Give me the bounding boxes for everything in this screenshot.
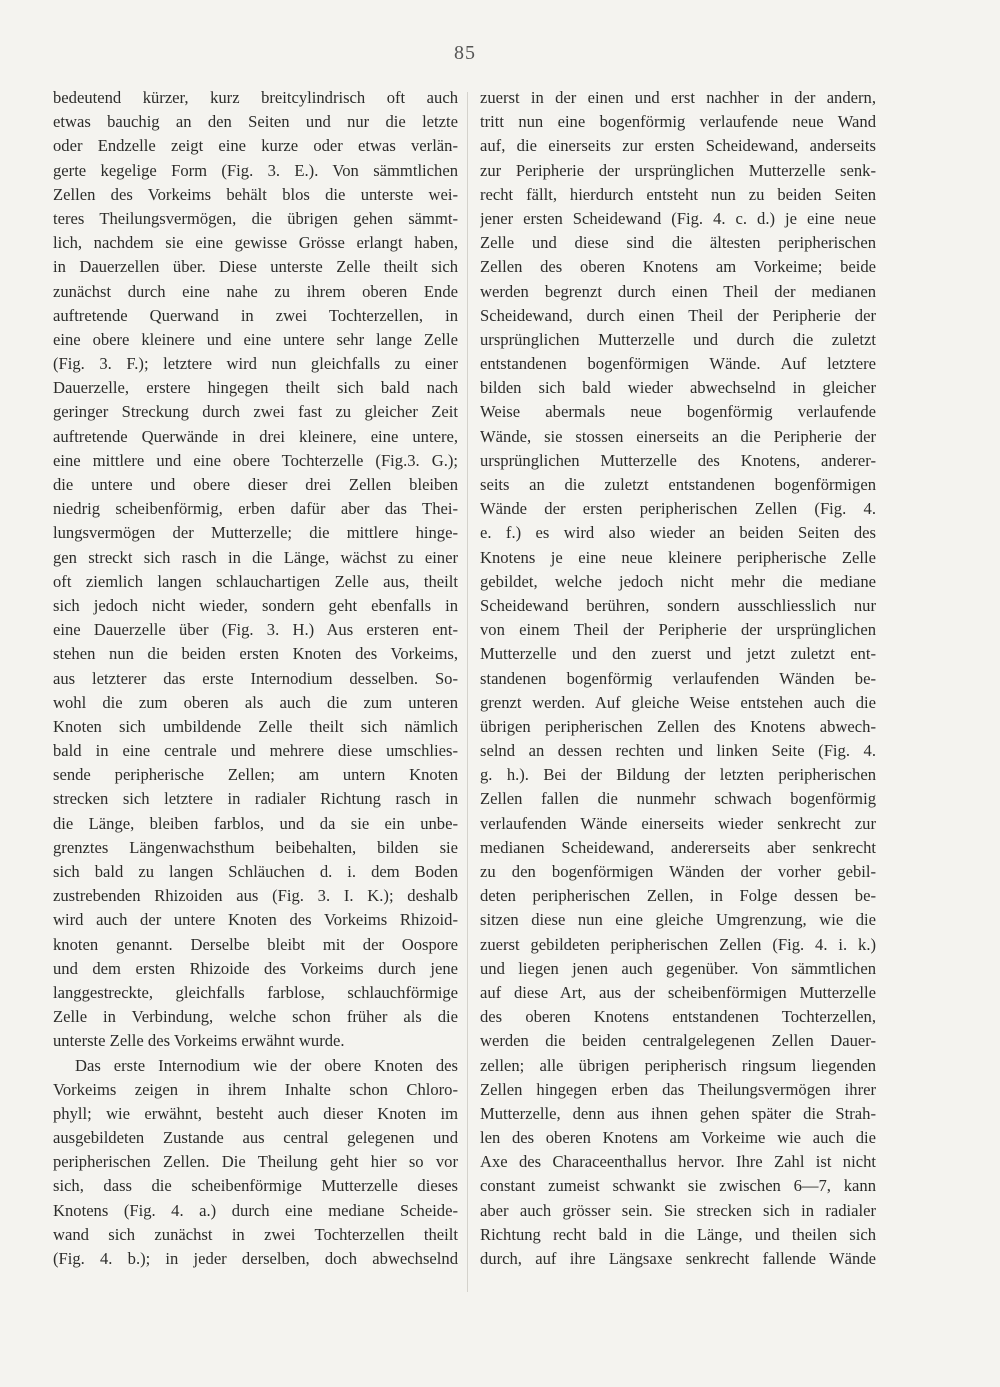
text-line: seits an die zuletzt entstandenen bogenförmigen [480,475,876,494]
text-line: constant zumeist schwankt sie zwischen 6—7, kann [480,1176,876,1196]
text-line: werden begrenzt durch einen Theil der medianen [480,281,876,301]
text-line: Wände, sie stossen einerseits an die Peripherie der [480,426,876,446]
text-line: len des oberen Knotens am Vorkeime wie auch die [480,1128,876,1148]
text-line: auf diese Art, aus der scheibenförmigen Mutterzelle [480,982,876,1002]
text-line: bilden sich bald wieder abwechselnd in gleicher [480,378,876,398]
text-line: Zelle in Verbindung, welche schon früher als die [53,1007,458,1027]
text-line: die untere und obere dieser drei Zellen bleiben [53,475,458,494]
text-line: Vorkeims zeigen in ihrem Inhalte schon Chloro- [53,1079,458,1099]
text-line: lungsvermögen der Mutterzelle; die mittlere hinge- [53,523,458,543]
text-line: sich, dass die scheibenförmige Mutterzelle dieses [53,1176,458,1196]
text-line: Dauerzelle, erstere hingegen theilt sich bald nach [53,378,458,398]
text-line: (Fig. 4. b.); in jeder derselben, doch abwechselnd [53,1249,458,1268]
text-line: Wände der ersten peripherischen Zellen (Fig. 4. [480,499,876,519]
text-line: peripherischen Zellen. Die Theilung geht hier so vor [53,1152,458,1172]
text-line: selnd an dessen rechten und linken Seite (Fig. 4. [480,741,876,761]
text-line: zuerst gebildeten peripherischen Zellen (Fig. 4. i. k.) [480,934,876,954]
text-line: Mutterzelle, denn aus ihnen gehen später die Strah- [480,1103,876,1123]
text-line: eine obere kleinere und eine untere sehr lange Zelle [53,329,458,349]
text-line: Axe des Characeenthallus hervor. Ihre Zahl ist nicht [480,1152,876,1172]
text-line: und dem ersten Rhizoide des Vorkeims durch jene [53,958,458,978]
text-line: auf, die einerseits zur ersten Scheidewand, anderseits [480,136,876,156]
text-line: übrigen peripherischen Zellen des Knotens abwech- [480,716,876,736]
text-line: jener ersten Scheidewand (Fig. 4. c. d.) je eine neue [480,208,876,228]
left-column [53,86,458,1271]
text-line: wand sich zunächst in zwei Tochterzellen theilt [53,1224,458,1244]
text-line: wird auch der untere Knoten des Vorkeims Rhizoid- [53,910,458,930]
text-line: phyll; wie erwähnt, besteht auch dieser Knoten im [53,1103,458,1123]
text-line: in Dauerzellen über. Diese unterste Zelle theilt sich [53,257,458,277]
text-line: oft ziemlich langen schlauchartigen Zelle aus, theilt [53,571,458,591]
text-line: sitzen diese nun eine gleiche Umgrenzung, wie die [480,910,876,930]
text-line: tritt nun eine bogenförmig verlaufende neue Wand [480,112,876,132]
text-line: Weise abermals neue bogenförmig verlaufende [480,402,876,422]
text-line: standenen bogenförmig verlaufenden Wänden be- [480,668,876,688]
text-line: Scheidewand berühren, sondern ausschliesslich nur [480,595,876,615]
text-line: sende peripherische Zellen; am untern Knoten [53,765,458,785]
text-line: Knotens je eine neue kleinere peripherische Zelle [480,547,876,567]
text-line: recht fällt, hierdurch entsteht nun zu beiden Seiten [480,184,876,204]
text-line: Mutterzelle und den zuerst und jetzt zuletzt ent- [480,644,876,664]
text-line: grenzt werden. Auf gleiche Weise entstehen auch die [480,692,876,712]
text-line: Knoten sich umbildende Zelle theilt sich nämlich [53,716,458,736]
text-line: Zellen fallen die nunmehr schwach bogenförmig [480,789,876,809]
text-line: bedeutend kürzer, kurz breitcylindrisch oft auch [53,88,458,107]
text-line: oder Endzelle zeigt eine kurze oder etwas verlän- [53,136,458,156]
text-line: Scheidewand, durch einen Theil der Peripherie der [480,305,876,325]
text-line: stehen nun die beiden ersten Knoten des Vorkeims, [53,644,458,664]
text-line: verlaufenden Wände einerseits wieder senkrecht zur [480,813,876,833]
text-line: aber auch grösser sein. Sie strecken sich in radialer [480,1200,876,1220]
text-line: durch, auf ihre Längsaxe senkrecht fallende Wände [480,1249,876,1268]
text-line: ausgebildeten Zustande aus central gelegenen und [53,1128,458,1148]
text-line: strecken sich letztere in radialer Richtung rasch in [53,789,458,809]
text-line: bald in eine centrale und mehrere diese umschlies- [53,741,458,761]
text-line: knoten genannt. Derselbe bleibt mit der Oospore [53,934,458,954]
text-line: Zellen des oberen Knotens am Vorkeime; beide [480,257,876,277]
text-line: gerte kegelige Form (Fig. 3. E.). Von sämmtlichen [53,160,458,180]
text-line: ursprünglichen Mutterzelle des Knotens, anderer- [480,450,876,470]
text-line: entstandenen bogenförmigen Wände. Auf letztere [480,354,876,374]
text-line: Zellen des Vorkeims behält blos die unterste wei- [53,184,458,204]
text-line: e. f.) es wird also wieder an beiden Seiten des [480,523,876,543]
text-line: unterste Zelle des Vorkeims erwähnt wurde. [53,1031,345,1051]
text-line: Knotens (Fig. 4. a.) durch eine mediane Scheide- [53,1200,458,1220]
text-line: (Fig. 3. F.); letztere wird nun gleichfalls zu einer [53,354,458,374]
text-line: Zelle und diese sind die ältesten peripherischen [480,233,876,253]
text-line: wohl die zum oberen als auch die zum unteren [53,692,458,712]
text-line: aus letzterer das erste Internodium desselben. So- [53,668,458,688]
text-line: ursprünglichen Mutterzelle und durch die zuletzt [480,329,876,349]
text-line: sich jedoch nicht wieder, sondern geht ebenfalls in [53,595,458,615]
text-line: eine mittlere und eine obere Tochterzelle (Fig.3. G.); [53,450,458,470]
text-line: die Länge, bleiben farblos, und da sie ein unbe- [53,813,458,833]
text-line: etwas bauchig an den Seiten und nur die letzte [53,112,458,132]
text-line: Richtung recht bald in die Länge, und theilen sich [480,1224,876,1244]
text-line: g. h.). Bei der Bildung der letzten peripherischen [480,765,876,785]
text-line: und liegen jenen auch gegenüber. Von sämmtlichen [480,958,876,978]
text-line: eine Dauerzelle über (Fig. 3. H.) Aus ersteren ent- [53,620,458,640]
text-line: zustrebenden Rhizoiden aus (Fig. 3. I. K.); deshalb [53,886,458,906]
text-line: zellen; alle übrigen peripherisch ringsum liegenden [480,1055,876,1075]
text-line: Zellen hingegen erben das Theilungsvermögen ihrer [480,1079,876,1099]
text-line: medianen Scheidewand, andererseits aber senkrecht [480,837,876,857]
text-line: von einem Theil der Peripherie der ursprünglichen [480,620,876,640]
page-number: 85 [454,42,476,64]
text-line: zunächst durch eine nahe zu ihrem oberen Ende [53,281,458,301]
text-line: zuerst in der einen und erst nachher in der andern, [480,88,876,107]
text-line: gebildet, welche jedoch nicht mehr die mediane [480,571,876,591]
text-line: niedrig scheibenförmig, erben dafür aber das Thei- [53,499,458,519]
text-line: deten peripherischen Zellen, in Folge dessen be- [480,886,876,906]
right-column [480,86,876,1271]
text-line: sich bald zu langen Schläuchen d. i. dem Boden [53,862,458,881]
text-line: auftretende Querwände in drei kleinere, eine untere, [53,426,458,446]
text-line: langgestreckte, gleichfalls farblose, schlauchförmige [53,982,458,1002]
text-line: teres Theilungsvermögen, die übrigen gehen sämmt- [53,208,458,228]
text-line: geringer Streckung durch zwei fast zu gleicher Zeit [53,402,458,422]
column-divider [467,92,468,1292]
text-line: des oberen Knotens entstandenen Tochterzellen, [480,1007,876,1027]
text-line: auftretende Querwand in zwei Tochterzellen, in [53,305,458,325]
text-line: grenztes Längenwachsthum beibehalten, bilden sie [53,837,458,857]
text-line: werden die beiden centralgelegenen Zellen Dauer- [480,1031,876,1051]
text-line: Das erste Internodium wie der obere Knoten des [75,1055,458,1075]
text-line: gen streckt sich rasch in die Länge, wächst zu einer [53,547,458,567]
text-line: zu den bogenförmigen Wänden der vorher gebil- [480,862,876,881]
text-line: zur Peripherie der ursprünglichen Mutterzelle senk- [480,160,876,180]
text-line: lich, nachdem sie eine gewisse Grösse erlangt haben, [53,233,458,253]
